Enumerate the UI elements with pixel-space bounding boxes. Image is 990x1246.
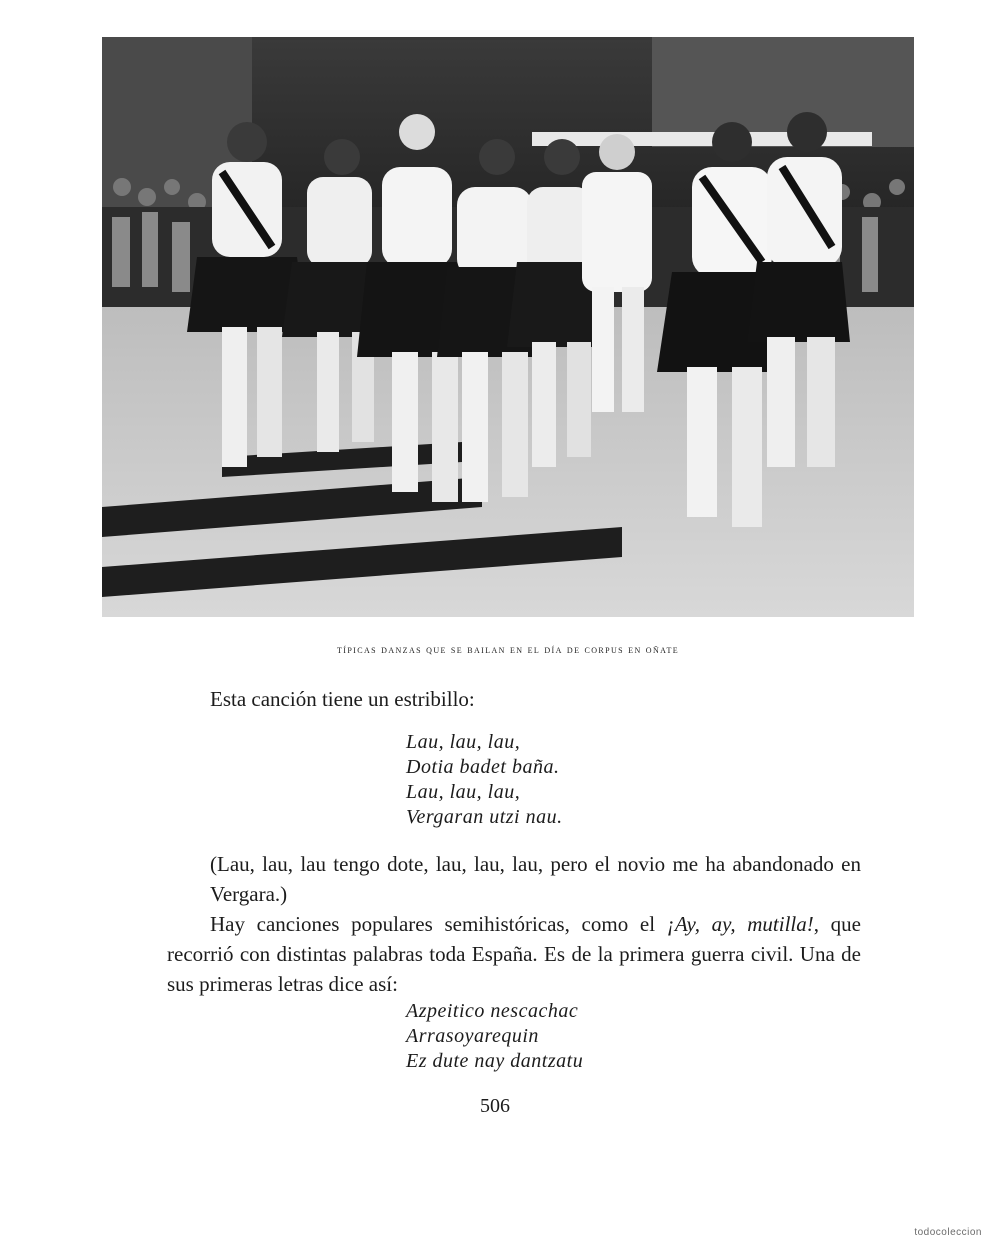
- photograph: [102, 37, 914, 617]
- intro-text: Esta canción tiene un estribillo:: [210, 687, 475, 711]
- verse-line: Azpeitico nescachac: [406, 1000, 579, 1022]
- verse-line: Arrasoyarequin: [406, 1025, 539, 1047]
- semihistoric-text: [167, 909, 861, 999]
- semihistoric-paragraph: [167, 909, 861, 999]
- verse-line: Dotia badet baña.: [406, 756, 560, 778]
- verse-azpeitico: [406, 999, 583, 1074]
- verse-line: Ez dute nay dantzatu: [406, 1050, 584, 1072]
- verse-line: Vergaran utzi nau.: [406, 806, 563, 828]
- verse-line: Lau, lau, lau,: [406, 781, 521, 803]
- text-after: , que recorrió con distintas palabras toda España. Es de la primera guerra civil. Una de sus primeras letras dice así:: [167, 912, 862, 996]
- page-number: 506: [480, 1095, 510, 1117]
- verse-line: Lau, lau, lau,: [406, 731, 521, 753]
- song-title: ¡Ay, ay, mutilla!: [666, 912, 814, 936]
- text-before: Hay canciones populares semihistóricas, como el: [210, 912, 667, 936]
- watermark-logo: todocoleccion: [914, 1227, 982, 1238]
- translation-paragraph: [167, 849, 861, 909]
- intro-paragraph: [167, 684, 861, 714]
- photo-caption: típicas danzas que se bailan en el día de corpus en oñate: [336, 644, 680, 656]
- dancers-illustration: [102, 37, 914, 617]
- verse-lau-lau: [406, 730, 563, 830]
- translation-text: (Lau, lau, lau tengo dote, lau, lau, lau, pero el novio me ha abandonado en Vergara.): [210, 852, 861, 906]
